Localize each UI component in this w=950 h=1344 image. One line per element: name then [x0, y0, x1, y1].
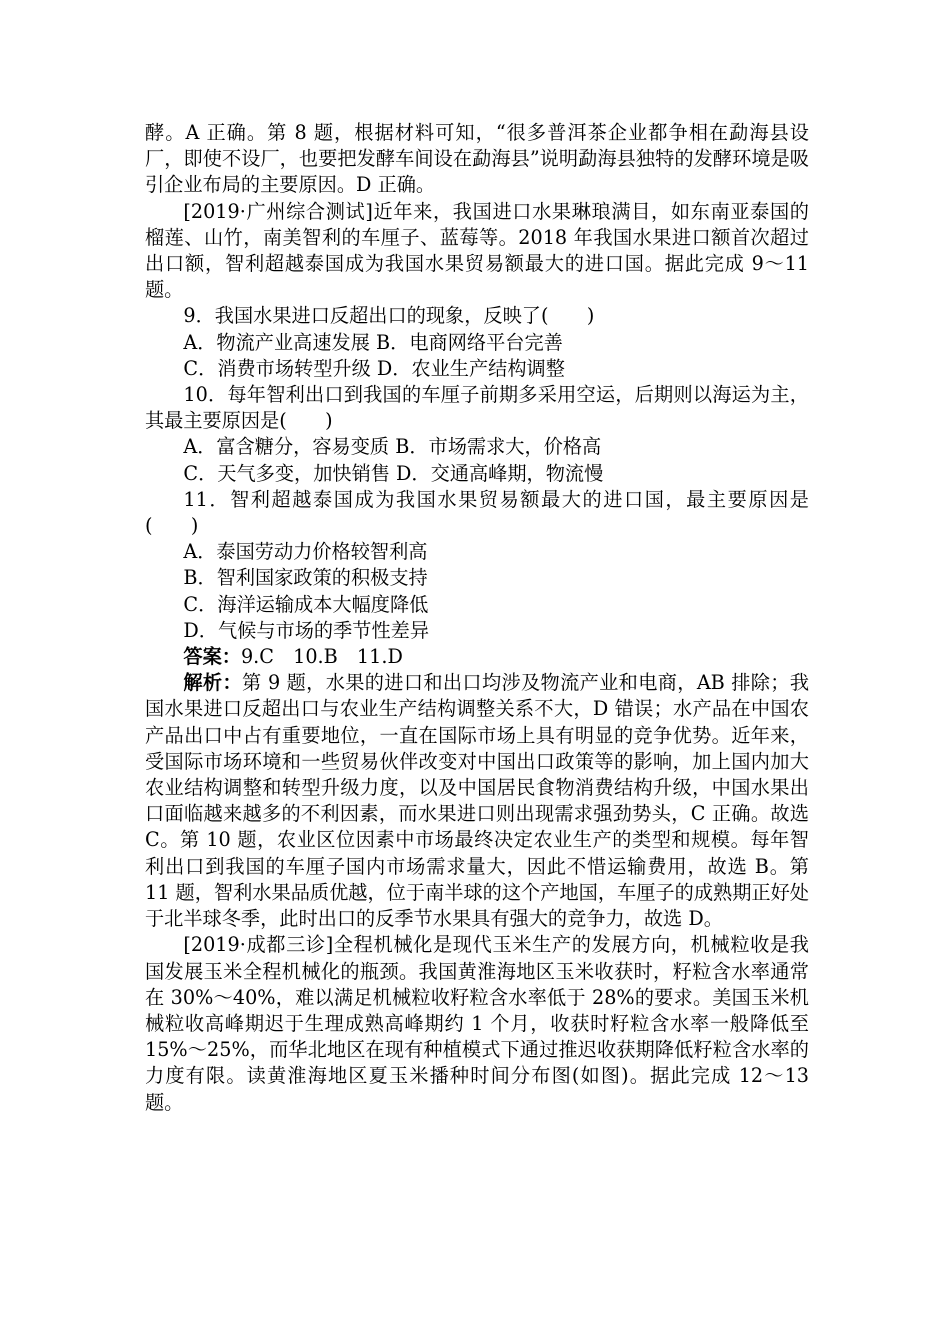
- guangzhou-material-paragraph: [2019·广州综合测试]近年来，我国进口水果琳琅满目，如东南亚泰国的榴莲、山竹，南美智利的车厘子、蓝莓等。2018 年我国水果进口额首次超过出口额，智利超越泰国成为我国水果贸易额最大的进口国。据此完成 9～11 题。: [145, 199, 809, 302]
- question-9-options-cd: C．消费市场转型升级 D．农业生产结构调整: [183, 356, 565, 380]
- document-page: [145, 120, 809, 1116]
- question-11-option-b: B．智利国家政策的积极支持: [183, 566, 428, 590]
- question-10-options-cd: C．天气多变，加快销售 D．交通高峰期，物流慢: [183, 461, 604, 485]
- answer-label: 答案：: [183, 645, 241, 669]
- question-11-option-d: D．气候与市场的季节性差异: [183, 618, 430, 642]
- question-10-options-ab: A．富含糖分，容易变质 B．市场需求大，价格高: [183, 435, 602, 459]
- chengdu-material-paragraph: [2019·成都三诊]全程机械化是现代玉米生产的发展方向，机械粒收是我国发展玉米全程机械化的瓶颈。我国黄淮海地区玉米收获时，籽粒含水率通常在 30%～40%，难以满足机械粒收籽粒含水率低于 28%的要求。美国玉米机械粒收高峰期迟于生理成熟高峰期约 1 个月，收获时籽粒含水率一般降低至 15%～25%，而华北地区在现有种植模式下通过推迟收获期降低籽粒含水率的力度有限。读黄淮海地区夏玉米播种时间分布图(如图)。据此完成 12～13 题。: [145, 933, 809, 1114]
- analysis-label: 解析：: [183, 671, 242, 695]
- analysis-paragraph: [145, 670, 809, 932]
- analysis-text: 第 9 题，水果的进口和出口均涉及物流产业和电商，AB 排除；我国水果进口反超出口与农业生产结构调整关系不大，D 错误；水产品在中国农产品出口中占有重要地位，一直在国际市场上具有明显的竞争优势。近年来，受国际市场环境和一些贸易伙伴改变对中国出口政策等的影响，加上国内加大农业结构调整和转型升级力度，以及中国居民食物消费结构升级，中国水果出口面临越来越多的不利因素，而水果进口则出现需求强劲势头，C 正确。故选 C。第 10 题，农业区位因素中市场最终决定农业生产的类型和规模。每年智利出口到我国的车厘子国内市场需求量大，因此不惜运输费用，故选 B。第 11 题，智利水果品质优越，位于南半球的这个产地国，车厘子的成熟期正好处于北半球冬季，此时出口的反季节水果具有强大的竞争力，故选 D。: [145, 671, 810, 931]
- answer-line: [145, 644, 809, 670]
- answer-text: 9.C 10.B 11.D: [240, 645, 403, 669]
- intro-paragraph: 酵。A 正确。第 8 题，根据材料可知，“很多普洱茶企业都争相在勐海县设厂，即使不设厂，也要把发酵车间设在勐海县”说明勐海县独特的发酵环境是吸引企业布局的主要原因。D 正确。: [145, 121, 809, 197]
- question-11: 11．智利超越泰国成为我国水果贸易额最大的进口国，最主要原因是( ): [145, 487, 809, 538]
- question-9: 9．我国水果进口反超出口的现象，反映了( ): [183, 304, 595, 328]
- question-11-option-a: A．泰国劳动力价格较智利高: [183, 540, 428, 564]
- question-9-options-ab: A．物流产业高速发展 B．电商网络平台完善: [183, 330, 563, 354]
- question-10: 10．每年智利出口到我国的车厘子前期多采用空运，后期则以海运为主，其最主要原因是( ): [145, 383, 809, 433]
- question-11-option-c: C．海洋运输成本大幅度降低: [183, 592, 429, 616]
